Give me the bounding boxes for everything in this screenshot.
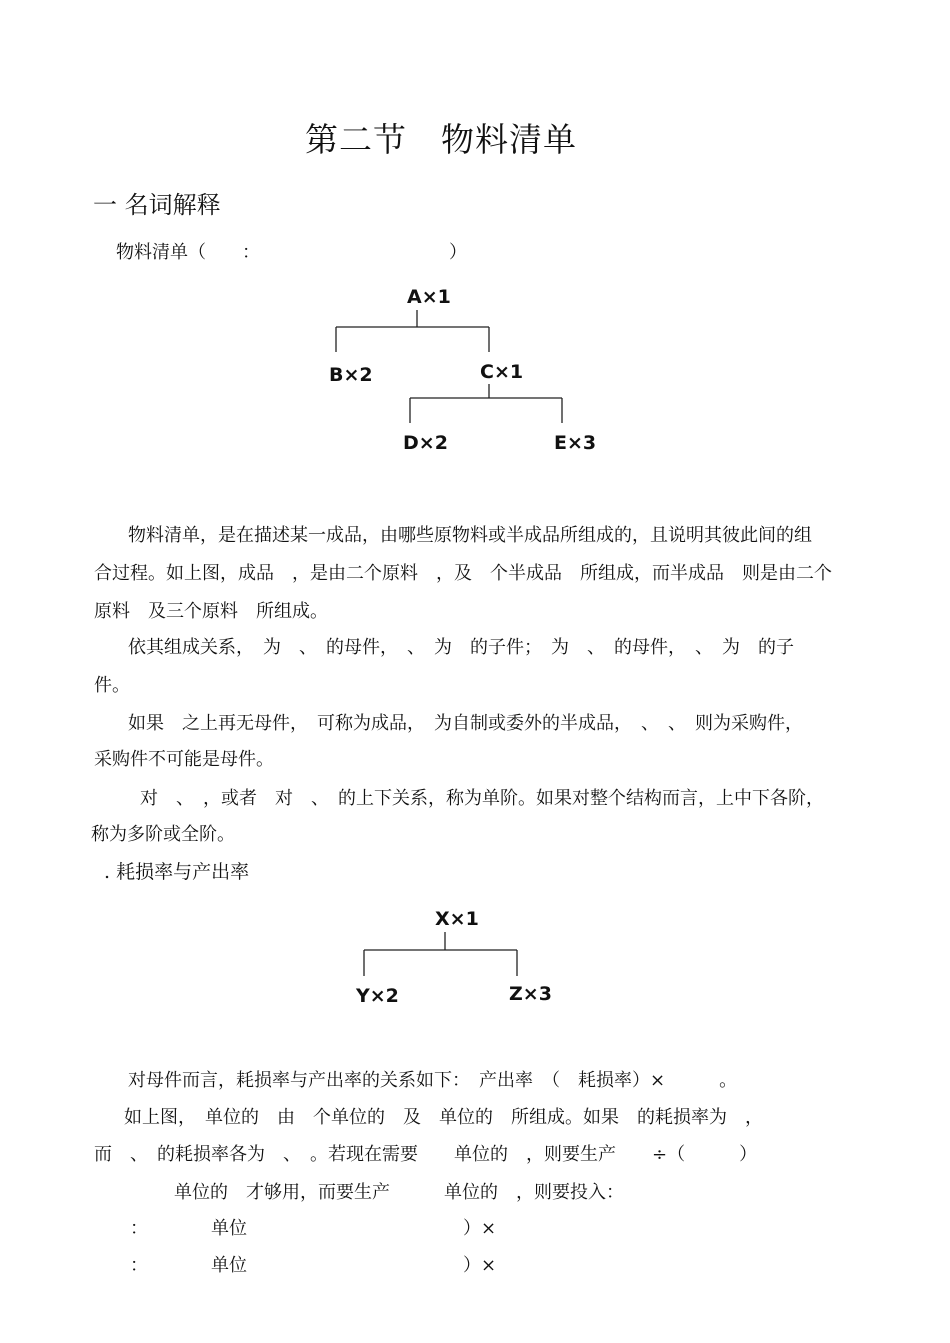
para-line: 依其组成关系， 为 、 的母件， 、 为 的子件； 为 、 的母件， 、 为 的子: [128, 637, 794, 658]
node-z: Z×3: [509, 983, 552, 1005]
section-heading-terms: 一 名词解释: [93, 191, 221, 219]
para-line: 而 、 的耗损率各为 、 。若现在需要 单位的 ，则要生产 ÷（ ）: [94, 1144, 758, 1165]
para-line: 称为多阶或全阶。: [91, 824, 235, 845]
para-line: 采购件不可能是母件。: [94, 749, 274, 770]
node-x: X×1: [435, 908, 479, 930]
section-heading-loss-rate: . 耗损率与产出率: [104, 861, 250, 883]
node-d: D×2: [403, 432, 448, 454]
node-a: A×1: [407, 286, 451, 308]
para-line: ： 单位 ）×: [130, 1255, 497, 1276]
para-line: 物料清单，是在描述某一成品，由哪些原物料或半成品所组成的，且说明其彼此间的组: [128, 525, 812, 546]
para-line: ： 单位 ）×: [130, 1218, 497, 1239]
para-line: 对 、 ，或者 对 、 的上下关系，称为单阶。如果对整个结构而言，上中下各阶，: [140, 788, 824, 809]
term-line: 物料清单（ ： ）: [116, 242, 467, 263]
para-line: 对母件而言，耗损率与产出率的关系如下： 产出率 （ 耗损率）× 。: [128, 1070, 738, 1091]
node-e: E×3: [554, 432, 597, 454]
para-line: 合过程。如上图，成品 ，是由二个原料 ，及 个半成品 所组成，而半成品 则是由二个: [94, 563, 832, 584]
para-line: 如上图， 单位的 由 个单位的 及 单位的 所组成。如果 的耗损率为 ，: [124, 1107, 763, 1128]
node-b: B×2: [329, 364, 373, 386]
node-y: Y×2: [356, 985, 399, 1007]
para-line: 单位的 才够用，而要生产 单位的 ，则要投入：: [174, 1182, 624, 1203]
para-line: 件。: [94, 675, 130, 696]
node-c: C×1: [480, 361, 524, 383]
para-line: 原料 及三个原料 所组成。: [94, 601, 328, 622]
page-title: 第二节 物料清单: [305, 120, 577, 159]
para-line: 如果 之上再无母件， 可称为成品， 为自制或委外的半成品， 、 、 则为采购件，: [128, 713, 803, 734]
